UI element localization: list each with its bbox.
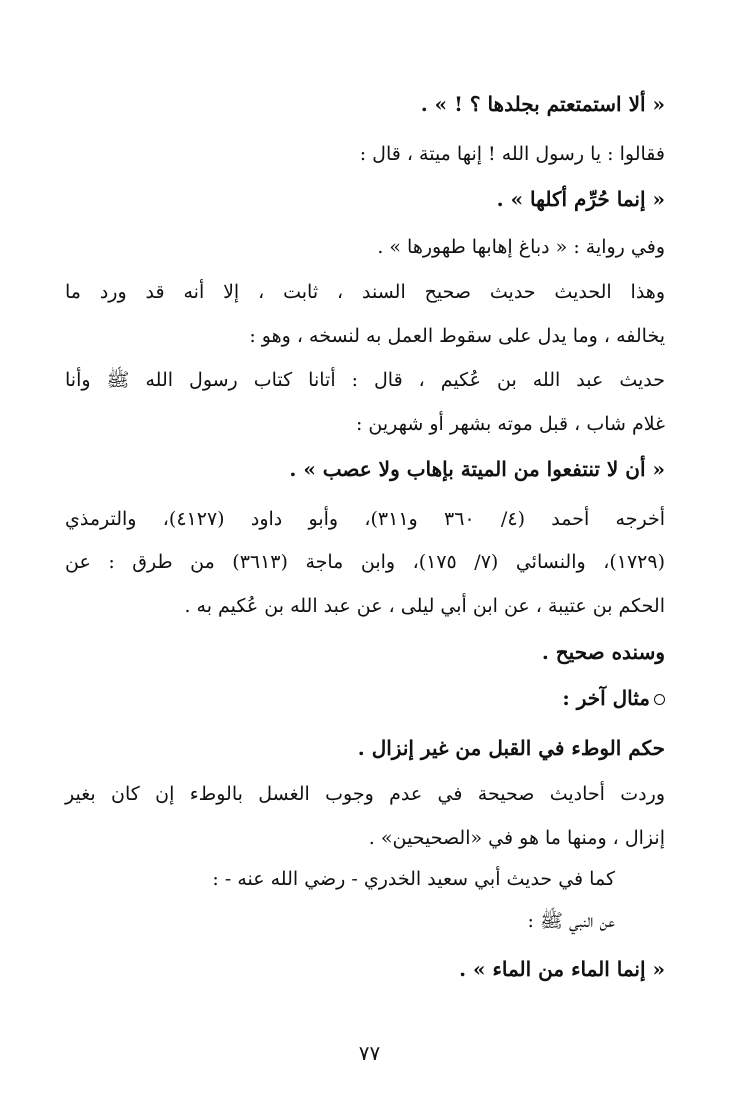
text-line-7: حديث عبد الله بن عُكيم ، قال : أتانا كتاب رسول الله ﷺ وأنا [65, 369, 665, 391]
example-heading-label: مثال آخر : [562, 686, 650, 710]
text-line-13: وسنده صحيح . [541, 640, 665, 664]
text-line-17: إنزال ، ومنها ما هو في «الصحيحين» . [368, 827, 665, 849]
text-line-15: حكم الوطء في القبل من غير إنزال . [357, 736, 665, 760]
example-heading [65, 684, 665, 712]
text-line-12: الحكم بن عتيبة ، عن ابن أبي ليلى ، عن عبد الله بن عُكيم به . [184, 595, 665, 617]
text-line-8: غلام شاب ، قبل موته بشهر أو شهرين : [355, 413, 665, 435]
text-line-16: وردت أحاديث صحيحة في عدم وجوب الغسل بالوطء إن كان بغير [65, 783, 665, 805]
text-line-2: فقالوا : يا رسول الله ! إنها ميتة ، قال : [359, 143, 665, 165]
text-line-9: « أن لا تنتفعوا من الميتة بإهاب ولا عصب » . [289, 457, 665, 481]
text-line-20: « إنما الماء من الماء » . [459, 957, 665, 981]
text-line-11: (١٧٢٩)، والنسائي (٧/ ١٧٥)، وابن ماجة (٣٦١٣) من طرق : عن [65, 551, 665, 573]
text-line-1: « ألا استمتعتم بجلدها ؟ ! » . [420, 92, 665, 116]
text-line-19: عن النبي ﷺ : [527, 910, 615, 932]
text-line-10: أخرجه أحمد (٤/ ٣٦٠ و٣١١)، وأبو داود (٤١٢٧)، والترمذي [65, 508, 665, 530]
text-line-3: « إنما حُرِّم أكلها » . [496, 187, 665, 211]
text-line-4: وفي رواية : « دباغ إهابها طهورها » . [377, 236, 665, 258]
text-line-5: وهذا الحديث حديث صحيح السند ، ثابت ، إلا أنه قد ورد ما [65, 281, 665, 303]
circle-bullet-icon [654, 694, 665, 705]
text-line-6: يخالفه ، وما يدل على سقوط العمل به لنسخه ، وهو : [249, 325, 665, 347]
page-number: ٧٧ [358, 1041, 381, 1065]
text-line-18: كما في حديث أبي سعيد الخدري - رضي الله عنه - : [212, 868, 615, 890]
